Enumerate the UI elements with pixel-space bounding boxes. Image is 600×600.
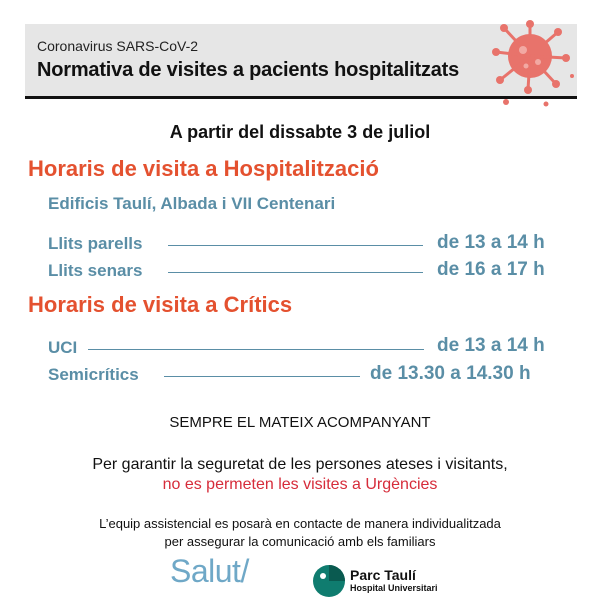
parc-tauli-subtitle: Hospital Universitari bbox=[350, 583, 438, 593]
row-leader-line bbox=[168, 245, 423, 246]
row-label-llits-parells: Llits parells bbox=[48, 234, 143, 253]
row-label-semicritics: Semicrítics bbox=[48, 365, 139, 384]
contact-notice-line2: per assegurar la comunicació amb els familiars bbox=[164, 534, 436, 549]
row-leader-line bbox=[168, 272, 423, 273]
header-subtitle: Coronavirus SARS-CoV-2 bbox=[37, 38, 199, 54]
row-time-llits-parells: de 13 a 14 h bbox=[437, 232, 545, 253]
row-time-uci: de 13 a 14 h bbox=[437, 335, 545, 356]
row-leader-line bbox=[164, 376, 360, 377]
header-divider bbox=[25, 96, 577, 99]
date-line: A partir del dissabte 3 de juliol bbox=[169, 122, 431, 142]
hospitalitzacio-title: Horaris de visita a Hospitalització bbox=[28, 156, 379, 181]
row-label-llits-senars: Llits senars bbox=[48, 261, 143, 280]
buildings-label: Edificis Taulí, Albada i VII Centenari bbox=[48, 194, 336, 213]
parc-tauli-logo-icon bbox=[312, 564, 346, 598]
row-time-semicritics: de 13.30 a 14.30 h bbox=[370, 363, 531, 384]
safety-notice-line2: no es permeten les visites a Urgències bbox=[162, 476, 438, 493]
parc-tauli-name: Parc Taulí bbox=[350, 567, 416, 583]
safety-notice-line1: Per garantir la seguretat de les persones ateses i visitants, bbox=[92, 456, 508, 473]
row-time-llits-senars: de 16 a 17 h bbox=[437, 259, 545, 280]
critics-title: Horaris de visita a Crítics bbox=[28, 292, 293, 317]
row-leader-line bbox=[88, 349, 424, 350]
contact-notice-line1: L’equip assistencial es posarà en contacte de manera individualitzada bbox=[99, 516, 501, 531]
salut-logo: Salut/ bbox=[170, 553, 249, 589]
same-companion-notice: SEMPRE EL MATEIX ACOMPANYANT bbox=[169, 414, 431, 431]
header-title: Normativa de visites a pacients hospitalitzats bbox=[37, 59, 460, 81]
row-label-uci: UCI bbox=[48, 338, 78, 357]
